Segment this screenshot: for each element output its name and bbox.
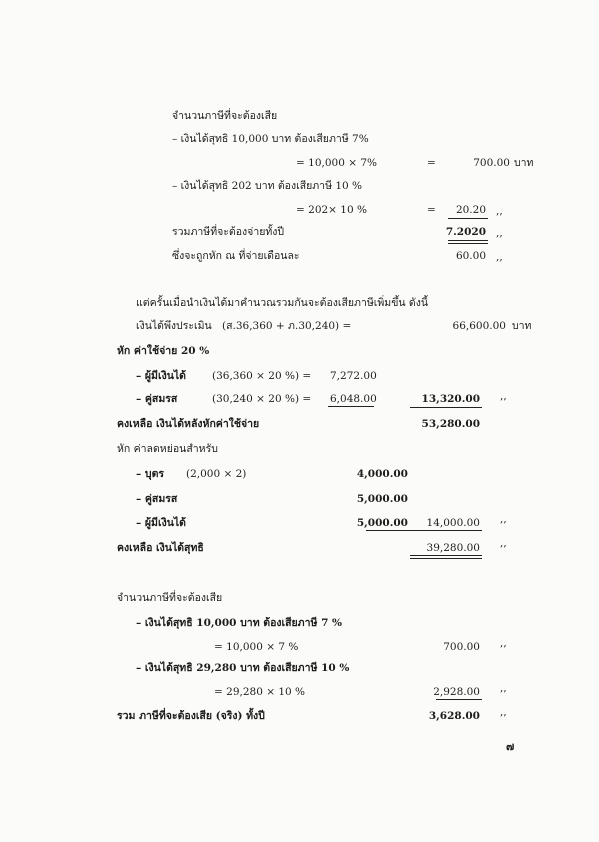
allowance-item-3-underline — [366, 530, 410, 531]
net-income-unit: ,, — [500, 537, 507, 549]
section1-monthly-unit: ,, — [496, 251, 503, 263]
section1-calc2-unit: ,, — [496, 205, 503, 217]
section1-calc2-expr: = 202× 10 % — [296, 204, 367, 216]
section1-total-value: 7.2020 — [445, 226, 486, 238]
section1-calc1-unit: บาท — [514, 157, 534, 169]
net-income-value: 39,280.00 — [426, 542, 480, 554]
after-expense-label: คงเหลือ เงินได้หลังหักค่าใช้จ่าย — [117, 418, 260, 430]
page-number: ๗ — [506, 740, 515, 753]
section1-calc1-value: 700.00 — [473, 157, 510, 169]
section1-total-underline-2 — [448, 243, 488, 244]
net-income-underline-1 — [410, 555, 482, 556]
section1-total-underline-1 — [448, 240, 488, 241]
allowance-heading: หัก ค่าลดหย่อนสำหรับ — [117, 443, 218, 455]
after-expense-value: 53,280.00 — [421, 418, 480, 430]
section1-total-unit: ,, — [496, 227, 503, 239]
section3-total-unit: ,, — [500, 706, 507, 718]
section3-line2: – เงินได้สุทธิ 29,280 บาท ต้องเสียภาษี 10 % — [136, 662, 350, 674]
section1-total-label: รวมภาษีที่จะต้องจ่ายทั้งปี — [172, 226, 285, 238]
assessable-expr: (ส.36,360 + ภ.30,240) = — [222, 320, 352, 332]
expense-item-1-label: – ผู้มีเงินได้ — [136, 370, 186, 382]
section3-total-value: 3,628.00 — [428, 710, 480, 722]
assessable-value: 66,600.00 — [452, 320, 506, 332]
section3-calc2-value: 2,928.00 — [433, 686, 480, 698]
section3-calc1-value: 700.00 — [443, 641, 480, 653]
allowance-total-underline — [410, 530, 482, 531]
expense-item-2-label: – คู่สมรส — [136, 393, 178, 405]
allowance-item-1-value: 4,000.00 — [356, 468, 408, 480]
section2-intro: แต่ครั้นเมื่อนำเงินได้มาคำนวณรวมกันจะต้องเสียภาษีเพิ่มขึ้น ดังนี้ — [136, 297, 429, 309]
section1-line1: – เงินได้สุทธิ 10,000 บาท ต้องเสียภาษี 7% — [172, 133, 369, 145]
allowance-item-1-label: – บุตร — [136, 468, 165, 480]
expense-total-unit: ,, — [500, 390, 507, 402]
expense-total: 13,320.00 — [421, 393, 480, 405]
section1-calc2-eq: = — [427, 204, 436, 216]
section1-monthly-label: ซึ่งจะถูกหัก ณ ที่จ่ายเดือนละ — [172, 250, 300, 262]
allowance-item-3-value: 5,000.00 — [356, 517, 408, 529]
section3-calc2-expr: = 29,280 × 10 % — [214, 686, 306, 698]
section1-calc1-eq: = — [427, 157, 436, 169]
assessable-label: เงินได้พึงประเมิน — [136, 320, 212, 332]
expense-heading: หัก ค่าใช้จ่าย 20 % — [117, 345, 210, 357]
expense-item-2-expr: (30,240 × 20 %) = — [212, 393, 312, 405]
section3-calc1-unit: ,, — [500, 637, 507, 649]
net-income-underline-2 — [410, 558, 482, 559]
section1-line2: – เงินได้สุทธิ 202 บาท ต้องเสียภาษี 10 % — [172, 180, 363, 192]
allowance-item-2-label: – คู่สมรส — [136, 493, 178, 505]
expense-item-2-value: 6,048.00 — [330, 393, 377, 405]
section3-line1: – เงินได้สุทธิ 10,000 บาท ต้องเสียภาษี 7 % — [136, 617, 343, 629]
section1-calc2-value: 20.20 — [455, 204, 486, 216]
section1-calc1-expr: = 10,000 × 7% — [296, 157, 378, 169]
section3-calc1-expr: = 10,000 × 7 % — [214, 641, 299, 653]
allowance-total: 14,000.00 — [426, 517, 480, 529]
section3-heading: จำนวนภาษีที่จะต้องเสีย — [117, 592, 223, 604]
expense-item-2-underline — [328, 406, 374, 407]
expense-total-underline — [410, 407, 482, 408]
section1-monthly-value: 60.00 — [455, 250, 486, 262]
allowance-item-1-expr: (2,000 × 2) — [186, 468, 247, 480]
assessable-unit: บาท — [512, 320, 532, 332]
section3-total-label: รวม ภาษีที่จะต้องเสีย (จริง) ทั้งปี — [117, 710, 265, 722]
allowance-item-2-value: 5,000.00 — [356, 493, 408, 505]
section3-calc2-unit: ,, — [500, 682, 507, 694]
section3-calc2-underline — [436, 699, 482, 700]
section1-heading: จำนวนภาษีที่จะต้องเสีย — [172, 110, 278, 122]
allowance-item-3-label: – ผู้มีเงินได้ — [136, 517, 186, 529]
expense-item-1-value: 7,272.00 — [330, 370, 377, 382]
net-income-label: คงเหลือ เงินได้สุทธิ — [117, 542, 204, 554]
section1-calc2-underline — [448, 218, 488, 219]
allowance-total-unit: ,, — [500, 513, 507, 525]
expense-item-1-expr: (36,360 × 20 %) = — [212, 370, 312, 382]
